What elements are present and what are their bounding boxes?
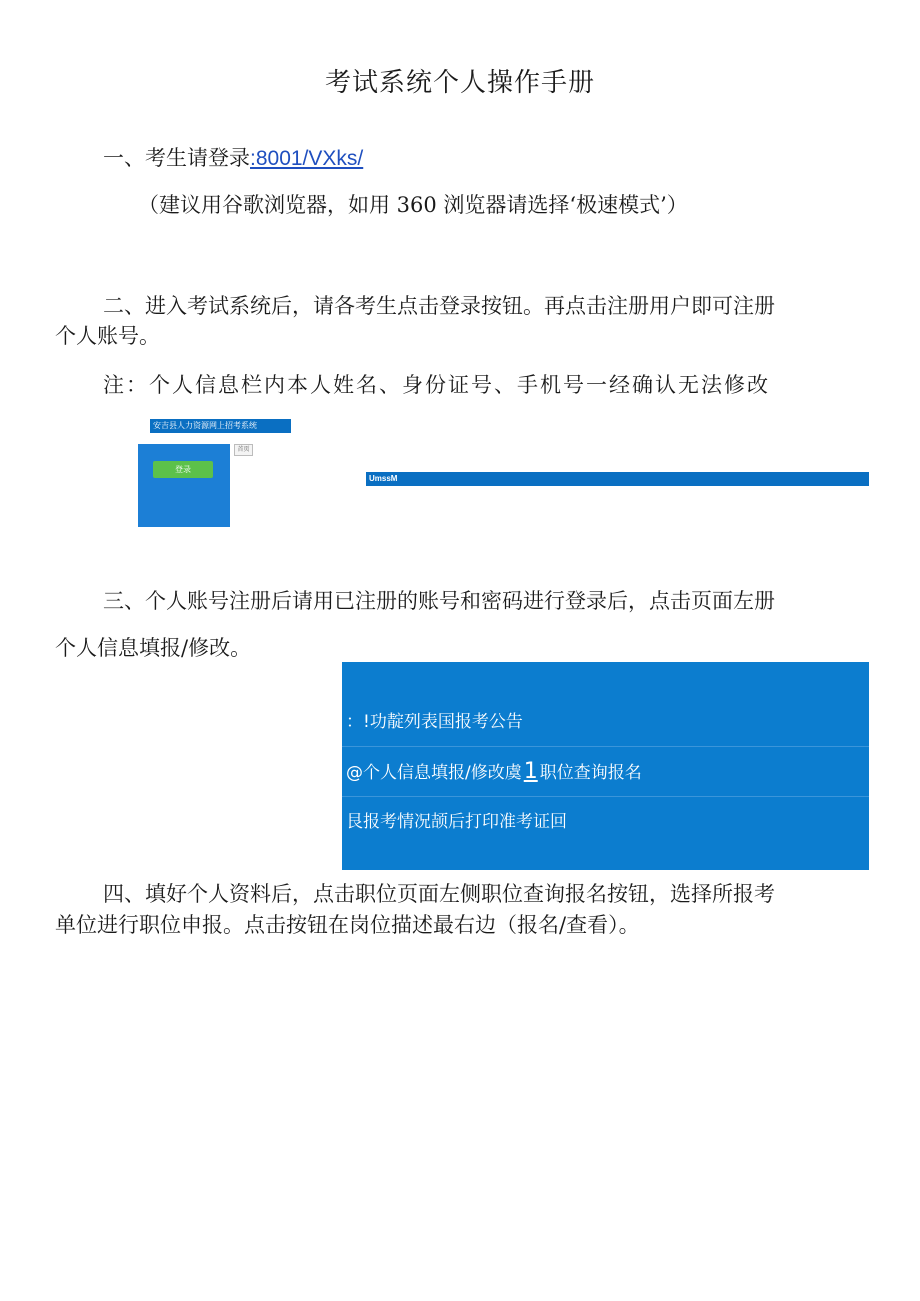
menu-item-number: 1	[523, 759, 538, 784]
menu-item-exam-status[interactable]	[342, 797, 869, 847]
login-link[interactable]: :8001/VXks/	[250, 147, 364, 170]
screenshot-side-menu	[342, 662, 869, 870]
step2-line2: 个人账号。	[55, 324, 160, 348]
screenshot-login-panel	[138, 444, 230, 527]
step3-line2: 个人信息填报/修改。	[55, 636, 252, 660]
home-button[interactable]: 首页	[234, 444, 253, 456]
menu-item-announcements[interactable]	[342, 697, 869, 747]
page-title: 考试系统个人操作手册	[324, 68, 595, 98]
menu-item-position-query[interactable]: 职位查询报名	[539, 763, 642, 783]
step2-note: 注：个人信息栏内本人姓名、身份证号、手机号一经确认无法修改	[103, 373, 770, 397]
menu-item-label: ：!功靛列表国报考公告	[346, 712, 523, 732]
step2-line1: 二、进入考试系统后，请各考生点击登录按钮。再点击注册用户即可注册	[103, 294, 775, 318]
step4-line2: 单位进行职位申报。点击按钮在岗位描述最右边（报名/查看）。	[55, 913, 640, 937]
menu-item-personal-info[interactable]	[342, 747, 869, 797]
screenshot-register-bar: UmssM	[366, 472, 869, 486]
step4-line1: 四、填好个人资料后，点击职位页面左侧职位查询报名按钮，选择所报考	[103, 882, 775, 906]
screenshot-login-header: 安吉县人力资源网上招考系统	[150, 419, 291, 433]
menu-item-label: 艮报考情况颉后打印准考证回	[346, 812, 567, 832]
step3-line1: 三、个人账号注册后请用已注册的账号和密码进行登录后，点击页面左册	[103, 589, 775, 613]
menu-item-label: @个人信息填报/修改虞	[346, 763, 522, 783]
step1-prefix: 一、考生请登录	[103, 146, 250, 170]
step1-note: （建议用谷歌浏览器，如用 360 浏览器请选择‘极速模式’）	[138, 193, 688, 217]
step1-line	[103, 142, 363, 172]
login-button[interactable]: 登录	[153, 461, 213, 478]
